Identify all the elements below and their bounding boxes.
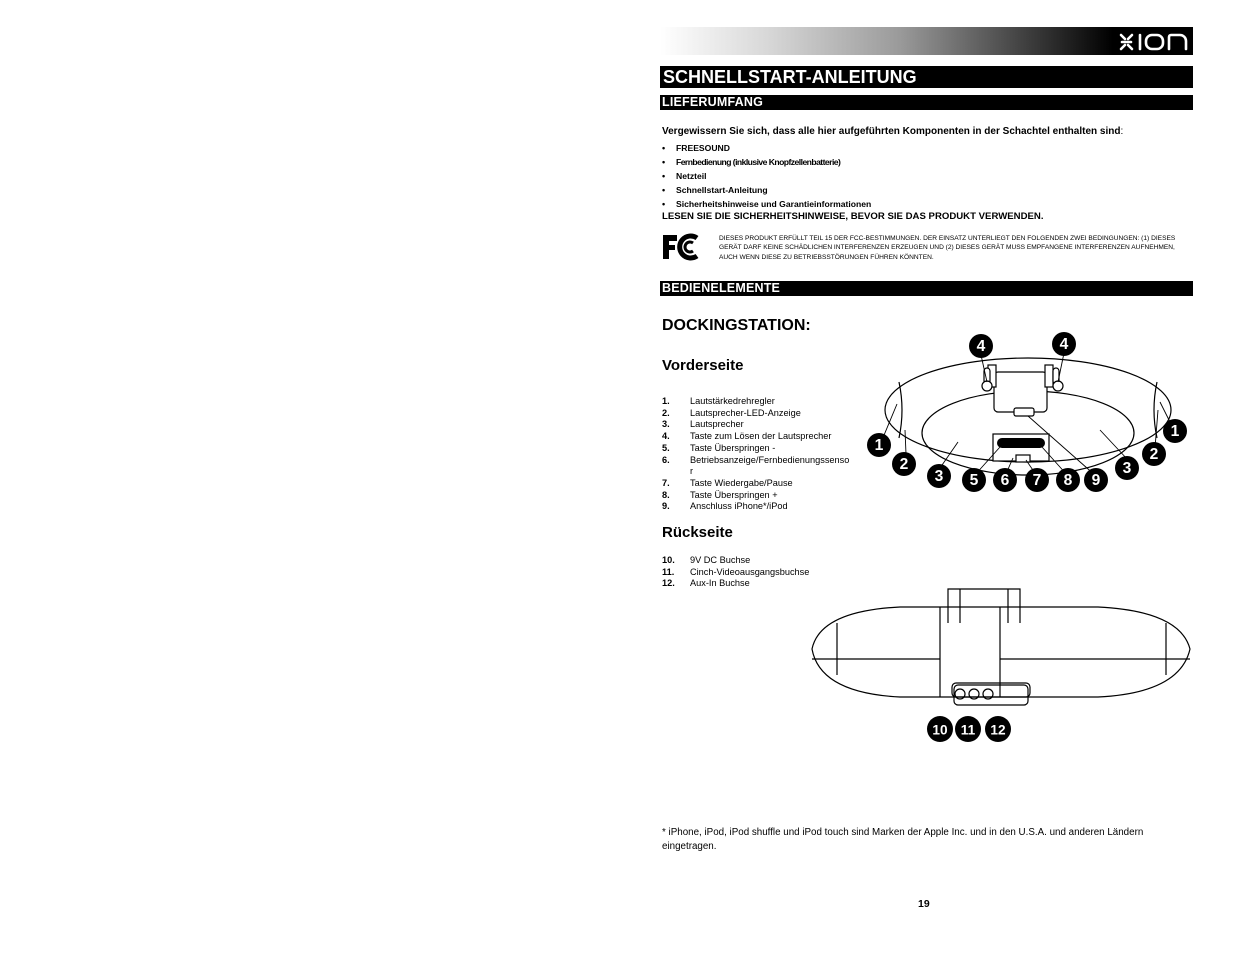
leader-line (1100, 430, 1128, 460)
list-item (662, 555, 852, 567)
callout-badge (927, 464, 951, 488)
callout-badge (927, 716, 953, 742)
item-label: Anschluss iPhone*/iPod (690, 501, 788, 512)
bullet-icon: • (662, 143, 666, 153)
back-callouts (927, 716, 1011, 742)
release-button-right-knob (1053, 381, 1063, 391)
list-item (662, 478, 852, 490)
dock-cradle (948, 589, 1020, 623)
item-label: Taste Wiedergabe/Pause (690, 477, 793, 488)
front-view-diagram (860, 330, 1195, 500)
bullet-icon: • (662, 185, 666, 195)
bullet-icon: • (662, 199, 666, 209)
safety-warning: LESEN SIE DIE SICHERHEITSHINWEISE, BEVOR SIE DAS PRODUKT VERWENDEN. (662, 211, 1044, 222)
callout-badge (867, 433, 891, 457)
item-number: 7. (662, 477, 670, 488)
item-label: Taste Überspringen + (690, 489, 778, 500)
contents-intro-suffix: : (1120, 126, 1124, 137)
list-item (662, 567, 852, 579)
item-number: 12. (662, 578, 675, 589)
release-button-left-knob (982, 381, 992, 391)
item-label: Lautsprecher-LED-Anzeige (690, 407, 801, 418)
callout-badge (1115, 456, 1139, 480)
callout-label: 3 (934, 468, 944, 486)
list-item-text: FREESOUND (676, 143, 730, 153)
list-item (662, 183, 871, 197)
list-item (662, 455, 852, 478)
item-label: Cinch-Videoausgangsbuchse (690, 566, 810, 577)
item-number: 4. (662, 431, 670, 442)
list-item (662, 408, 852, 420)
list-item (662, 155, 871, 169)
item-number: 5. (662, 442, 670, 453)
callout-label: 4 (976, 338, 986, 356)
list-item (662, 141, 871, 155)
callout-badge (993, 468, 1017, 492)
list-item (662, 431, 852, 443)
list-item-text: Netzteil (676, 171, 707, 181)
contents-list (662, 141, 871, 211)
section-heading-controls: BEDIENELEMENTE (660, 281, 1193, 296)
list-item (662, 169, 871, 183)
header-gradient-bar (660, 27, 1193, 55)
item-number: 3. (662, 419, 670, 430)
list-item (662, 396, 852, 408)
leader-line (905, 430, 906, 454)
item-label: Lautstärkedrehregler (690, 396, 775, 406)
callout-label: 7 (1032, 472, 1042, 490)
list-item (662, 443, 852, 455)
item-number: 10. (662, 555, 675, 565)
trademark-footnote: * iPhone, iPod, iPod shuffle und iPod touch sind Marken der Apple Inc. und in den U.S.A. und anderen Ländern eingetragen. (662, 827, 1144, 852)
page-title: SCHNELLSTART-ANLEITUNG (660, 66, 1193, 88)
list-item-text: Schnellstart-Anleitung (676, 185, 768, 195)
item-label: Taste Überspringen - (690, 442, 776, 453)
led-window (1016, 455, 1030, 462)
callout-badge (1084, 468, 1108, 492)
callout-label: 9 (1091, 472, 1101, 490)
callout-badge (962, 468, 986, 492)
list-item (662, 501, 852, 513)
list-item-text: Fernbedienung (inklusive Knopfzellenbatterie) (676, 157, 841, 167)
item-number: 2. (662, 407, 670, 418)
item-number: 1. (662, 396, 670, 406)
fcc-statement: DIESES PRODUKT ERFÜLLT TEIL 15 DER FCC-BESTIMMUNGEN. DER EINSATZ UNTERLIEGT DEN FOLGENDEN ZWEI BEDINGUNGEN: (1) DIESES GERÄT DARF KEINE SCHÄDLICHEN INTERFERENZEN ERZEUGEN UND (2) DIESES GERÄT MUSS EMPFANGENE INTERFERENZEN AUFNEHMEN, AUCH WENN DIESE ZU BETRIEBSSTÖRUNGEN FÜHREN KÖNNTEN. (719, 235, 1176, 261)
callout-badge (969, 334, 993, 358)
callout-label: 5 (969, 472, 979, 490)
bullet-icon: • (662, 157, 666, 167)
item-label: Taste zum Lösen der Lautsprecher (690, 431, 832, 442)
callout-badge (1142, 442, 1166, 466)
item-label: 9V DC Buchse (690, 555, 751, 565)
contents-intro-text: Vergewissern Sie sich, dass alle hier aufgeführten Komponenten in der Schachtel enthalten sind (662, 126, 1121, 137)
left-knob-outline (899, 382, 902, 438)
callout-label: 2 (899, 456, 909, 474)
callout-label: 2 (1149, 446, 1159, 464)
dock-post-right (1045, 365, 1053, 387)
page-number: 19 (918, 898, 930, 910)
bullet-icon: • (662, 171, 666, 181)
callout-badge (1052, 332, 1076, 356)
item-number: 8. (662, 489, 670, 500)
callout-label: 4 (1059, 336, 1069, 354)
list-item (662, 490, 852, 502)
item-label: Betriebsanzeige/Fernbedienungssensor (690, 454, 850, 477)
ion-logo (1118, 31, 1190, 53)
list-item (662, 419, 852, 431)
leader-line (1058, 353, 1064, 382)
callout-badge (892, 452, 916, 476)
callout-label: 6 (1000, 472, 1010, 490)
list-item (662, 197, 871, 211)
callout-badge (955, 716, 981, 742)
callout-label: 1 (874, 437, 884, 455)
callout-label: 8 (1063, 472, 1073, 490)
callout-label: 1 (1170, 423, 1180, 441)
back-view-diagram (808, 583, 1198, 748)
front-controls-list (662, 396, 852, 513)
callout-label: 10 (932, 722, 948, 738)
callout-badge (1025, 468, 1049, 492)
dockingstation-heading: DOCKINGSTATION: (662, 317, 811, 334)
callout-label: 3 (1122, 460, 1132, 478)
item-label: Lautsprecher (690, 419, 744, 430)
dock-connector-port (1014, 408, 1034, 416)
fcc-logo-icon (661, 233, 701, 261)
display-strip (997, 438, 1045, 448)
callout-badge (985, 716, 1011, 742)
contents-intro (662, 126, 1123, 137)
section-heading-contents: LIEFERUMFANG (660, 95, 1193, 110)
front-heading: Vorderseite (662, 357, 744, 374)
callout-badge (1163, 419, 1187, 443)
back-heading: Rückseite (662, 524, 733, 541)
dock-connector-housing (994, 372, 1047, 412)
item-label: Aux-In Buchse (690, 578, 750, 589)
callout-badge (1056, 468, 1080, 492)
item-number: 9. (662, 501, 670, 512)
callout-label: 12 (990, 722, 1006, 738)
item-number: 6. (662, 454, 670, 465)
item-number: 11. (662, 566, 675, 577)
list-item-text: Sicherheitshinweise und Garantieinformationen (676, 199, 872, 209)
callout-label: 11 (960, 722, 976, 738)
